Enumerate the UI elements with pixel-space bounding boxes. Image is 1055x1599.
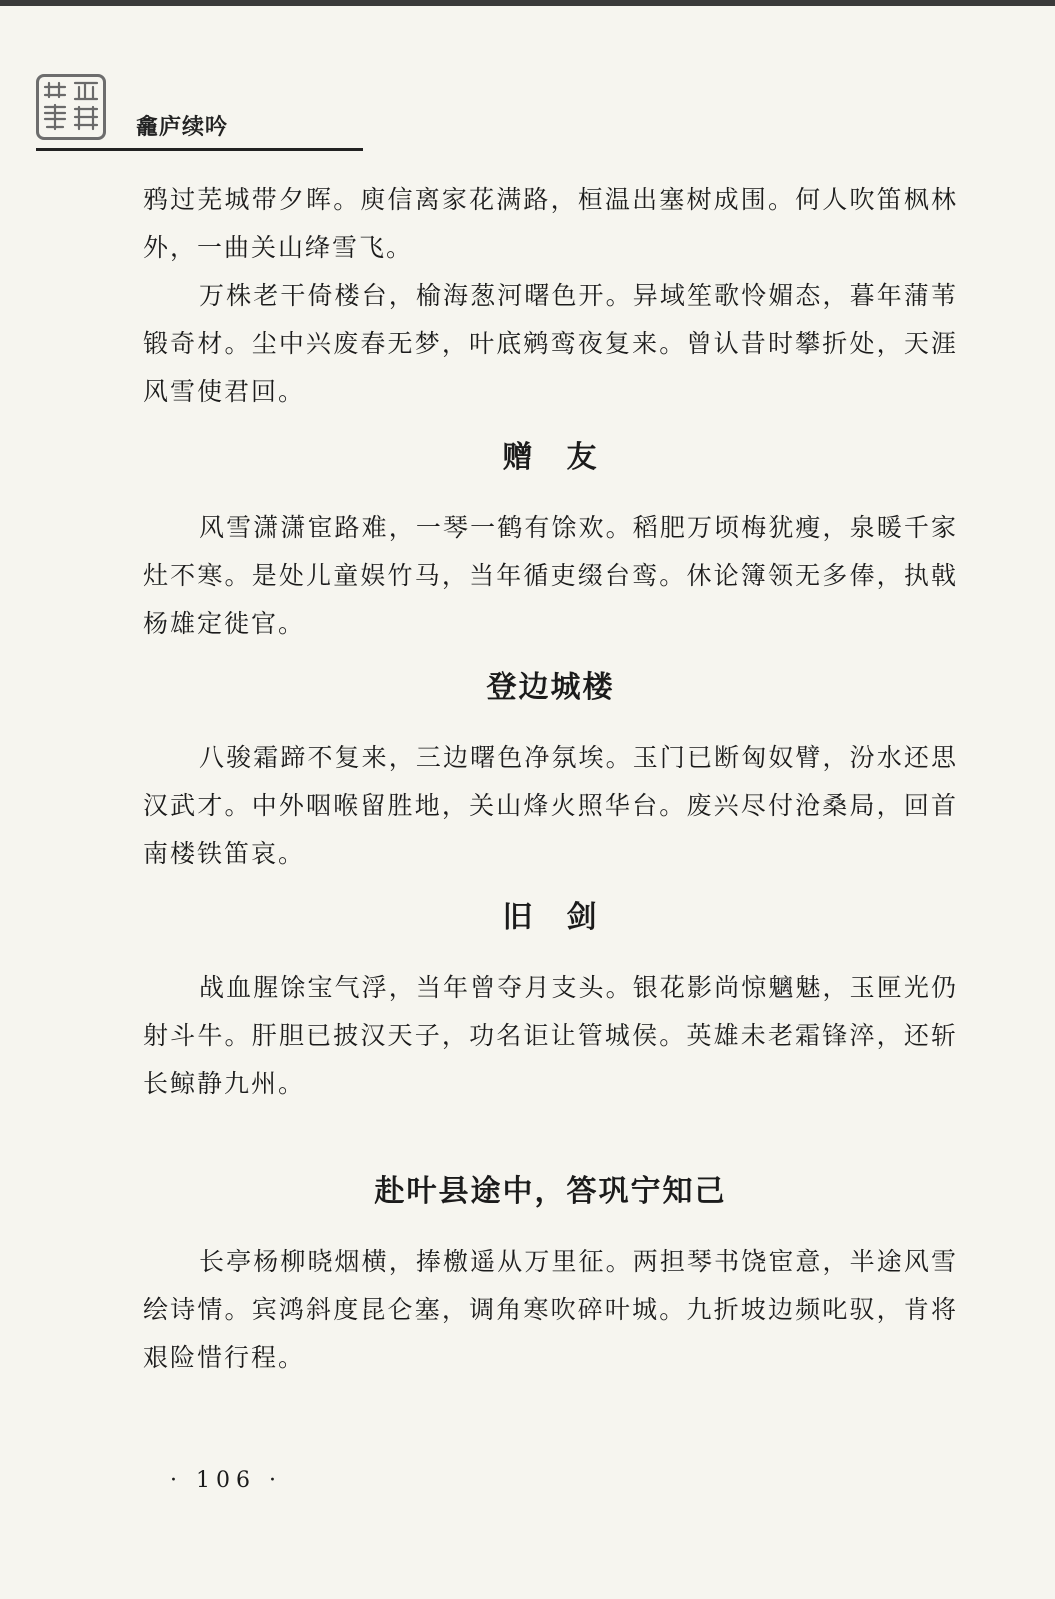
poem-fu-ye-xian — [143, 1170, 958, 1382]
poem-continued — [143, 176, 958, 416]
poem-title: 赠 友 — [502, 440, 599, 475]
poem-deng-bian-cheng-lou — [143, 666, 958, 878]
header-rule — [36, 148, 363, 151]
poem-zeng-you — [143, 436, 958, 648]
page-body — [143, 176, 958, 1382]
poem-paragraph: 万株老干倚楼台，榆海葱河曙色开。异域笙歌怜媚态，暮年蒲苇锻奇材。尘中兴废春无梦，叶底鹓鸾夜复来。曾认昔时攀折处，天涯风雪使君回。 — [143, 281, 958, 406]
poem-title: 赴叶县途中，答巩宁知己 — [374, 1174, 727, 1209]
poem-paragraph: 鸦过芜城带夕晖。庾信离家花满路，桓温出塞树成围。何人吹笛枫林外，一曲关山绛雪飞。 — [143, 185, 958, 262]
poem-title: 旧 剑 — [502, 900, 599, 935]
seal-icon — [39, 77, 103, 137]
running-header-title: 龕庐续吟 — [136, 115, 229, 140]
poem-jiu-jian — [143, 896, 958, 1108]
poem-paragraph: 风雪潇潇宦路难，一琴一鹤有馀欢。稻肥万顷梅犹瘦，泉暖千家灶不寒。是处儿童娱竹马，当年循吏缀台鸾。休论簿领无多俸，执戟杨雄定徙官。 — [143, 513, 958, 638]
poem-paragraph: 长亭杨柳晓烟横，捧檄遥从万里征。两担琴书饶宦意，半途风雪绘诗情。宾鸿斜度昆仑塞，调角寒吹碎叶城。九折坡边频叱驭，肯将艰险惜行程。 — [143, 1247, 958, 1372]
poem-paragraph: 八骏霜蹄不复来，三边曙色净氛埃。玉门已断匈奴臂，汾水还思汉武才。中外咽喉留胜地，关山烽火照华台。废兴尽付沧桑局，回首南楼铁笛哀。 — [143, 743, 958, 868]
poem-paragraph: 战血腥馀宝气浮，当年曾夺月支头。银花影尚惊魑魅，玉匣光仍射斗牛。肝胆已披汉天子，功名讵让管城侯。英雄未老霜锋淬，还斩长鲸静九州。 — [143, 973, 958, 1098]
seal-logo — [36, 74, 106, 140]
page-top-border — [0, 0, 1055, 6]
page-number: · 106 · — [170, 1468, 282, 1493]
poem-title: 登边城楼 — [486, 670, 615, 705]
